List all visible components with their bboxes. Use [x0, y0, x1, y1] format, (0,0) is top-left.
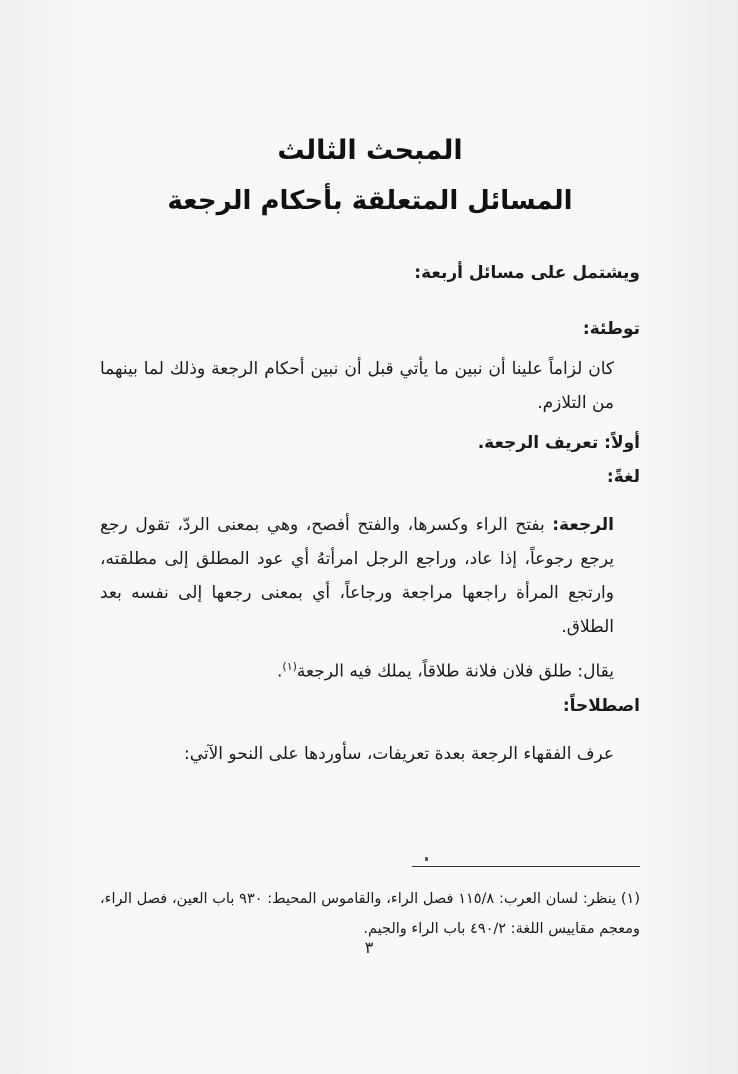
raj-definition-paragraph — [100, 508, 640, 644]
footnote: (١) ينظر: لسان العرب: ١١٥/٨ فصل الراء، والقاموس المحيط: ٩٣٠ باب العين، فصل الراء، ومعجم مقاييس اللغة: ٤٩٠/٢ باب الراء والجيم. — [100, 891, 640, 937]
istilahan-label: اصطلاحاً: — [562, 695, 640, 716]
first-heading: أولاً: تعريف الرجعة. — [477, 433, 640, 453]
footnote-separator — [412, 866, 640, 867]
footnote-reference[interactable]: (١) — [282, 660, 297, 673]
intro-line: ويشتمل على مسائل أربعة: — [414, 263, 640, 283]
urf-paragraph: عرف الفقهاء الرجعة بعدة تعريفات، سأوردها على النحو الآتي: — [183, 743, 614, 764]
lugha-label: لغةً: — [606, 467, 640, 487]
page-content — [100, 120, 640, 771]
section-subtitle: المسائل المتعلقة بأحكام الرجعة — [167, 186, 573, 216]
section-title: المبحث الثالث — [277, 135, 463, 166]
raj-definition: بفتح الراء وكسرها، والفتح أفصح، وهي بمعنى الردّ، تقول رجع يرجع رجوعاً، إذا عاد، وراجع الرجل امرأتهُ أي عود المطلق إلى مطلقته، وارتجع المرأة راجعها مراجعة ورجاعاً، أي بمعنى رجعها إلى نفسه بعد الطلاق. — [100, 515, 614, 637]
yuqal-text: يقال: طلق فلان فلانة طلاقاً، يملك فيه الرجعة — [296, 661, 614, 682]
raj-term: الرجعة: — [552, 515, 614, 535]
page-number: ٣ — [364, 938, 374, 957]
tawtia-paragraph: كان لزاماً علينا أن نبين ما يأتي قبل أن نبين أحكام الرجعة وذلك لما بينهما من التلازم. — [100, 359, 614, 413]
yuqal-paragraph: يقال: طلق فلان فلانة طلاقاً، يملك فيه الرجعة$^{(١)}$. — [276, 660, 614, 682]
ink-mark — [425, 857, 428, 861]
tawtia-label: توطئة: — [582, 319, 640, 339]
